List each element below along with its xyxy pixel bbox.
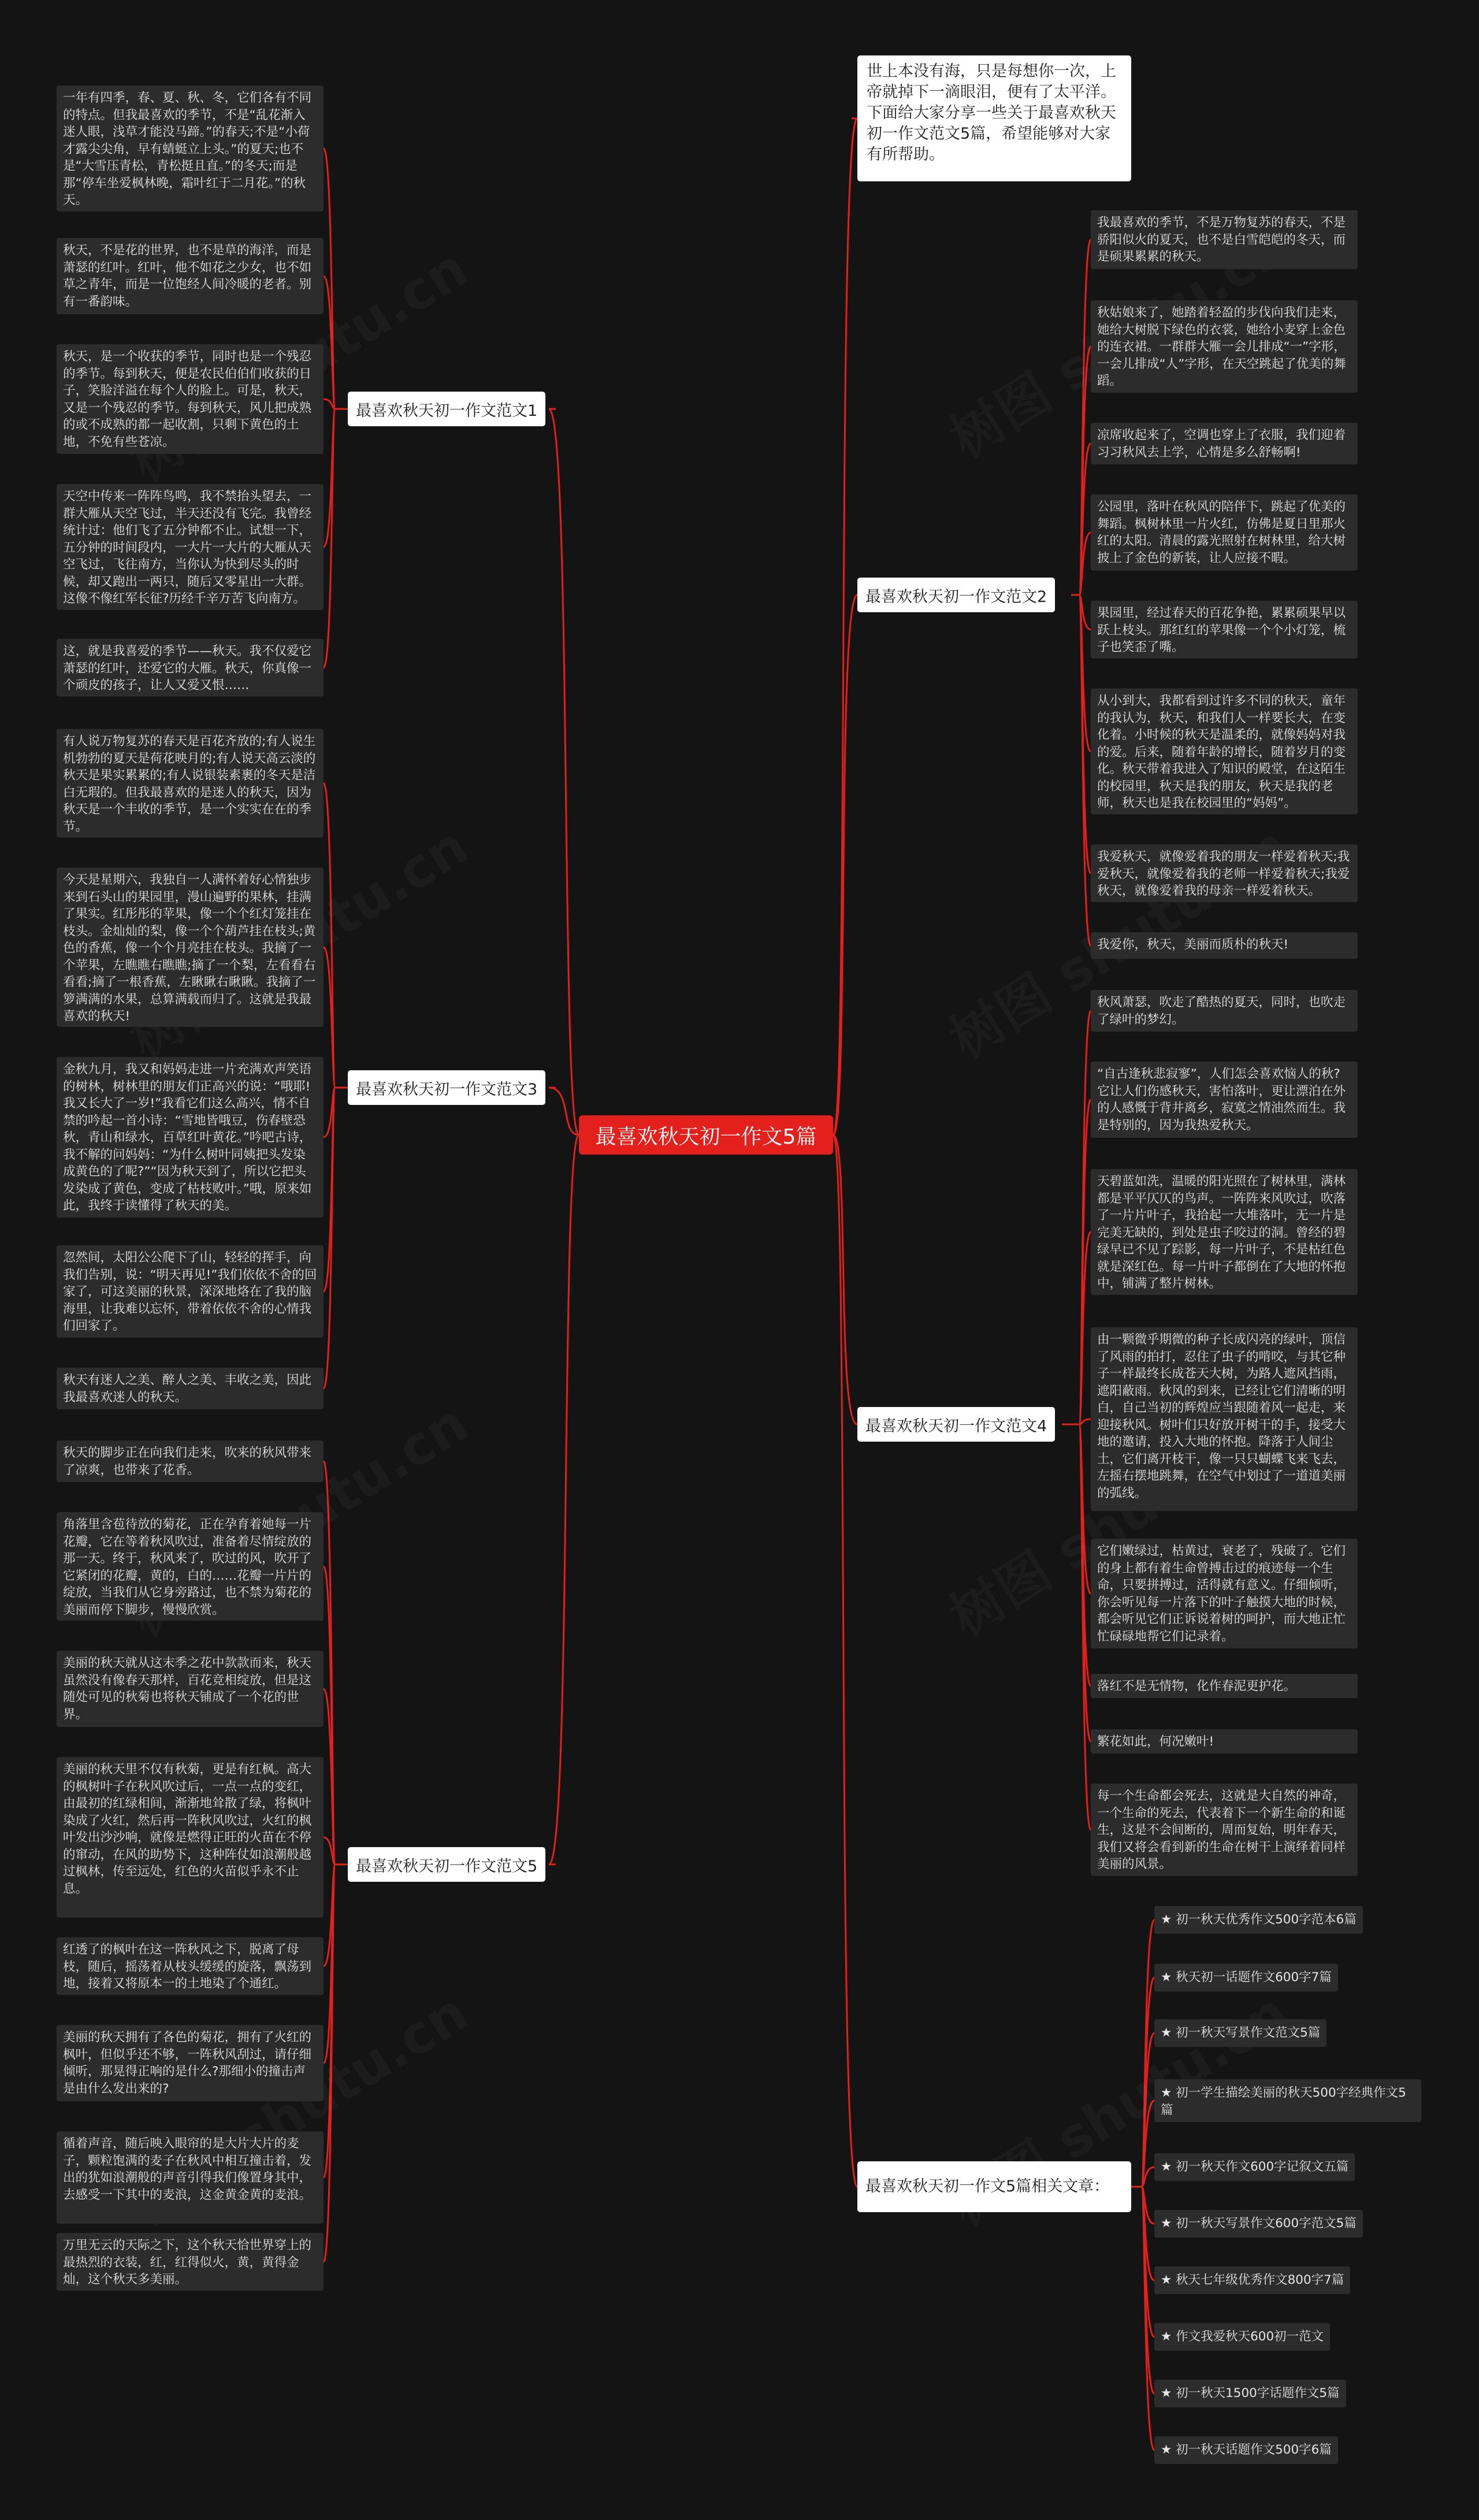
essay3-paragraph[interactable]: 秋天有迷人之美、醉人之美、丰收之美，因此我最喜欢迷人的秋天。 — [57, 1368, 324, 1409]
essay4-paragraph[interactable]: 每一个生命都会死去，这就是大自然的神奇，一个生命的死去，代表着下一个新生命的和诞生，这是不会间断的，周而复始，明年春天，我们又将会看到新的生命在树干上演绎着同样美丽的风景。 — [1091, 1784, 1358, 1876]
related-article-link[interactable]: ★ 初一秋天写景作文范文5篇 — [1154, 2019, 1326, 2047]
essay5-paragraph[interactable]: 美丽的秋天拥有了各色的菊花，拥有了火红的枫叶，但似乎还不够，一阵秋风刮过，请仔细倾听，那晃得正响的是什么?那细小的撞击声是由什么发出来的? — [57, 2025, 324, 2101]
related-article-link[interactable]: ★ 初一学生描绘美丽的秋天500字经典作文5篇 — [1154, 2079, 1421, 2122]
essay1-paragraph[interactable]: 天空中传来一阵阵鸟鸣，我不禁抬头望去，一群大雁从天空飞过，半天还没有飞完。我曾经统计过：他们飞了五分钟都不止。试想一下，五分钟的时间段内，一大片一大片的大雁从天空飞过，飞往南方，当你认为快到尽头的时候，却又跑出一两只，随后又零星出一大群。这像不像红军长征?历经千辛万苦飞向南方。 — [57, 484, 324, 610]
essay5-paragraph[interactable]: 美丽的秋天里不仅有秋菊，更是有红枫。高大的枫树叶子在秋风吹过后，一点一点的变红，由最初的红绿相间，渐渐地耸散了绿，将枫叶染成了火红，然后再一阵秋风吹过，火红的枫叶发出沙沙响，就像是燃得正旺的火苗在不停的窜动，在风的助势下，这种阵仗如浪潮般越过枫林，传至远处，红色的火苗似乎永不止息。 — [57, 1757, 324, 1918]
related-article-link[interactable]: ★ 初一秋天话题作文500字6篇 — [1154, 2436, 1338, 2464]
connector-line — [1142, 2187, 1154, 2450]
essay5-paragraph[interactable]: 红透了的枫叶在这一阵秋风之下，脱离了母枝，随后，摇荡着从枝头缓缓的旋落，飘荡到地，接着又将原本一的土地染了个通红。 — [57, 1937, 324, 1995]
connector-line — [833, 595, 857, 1135]
related-article-link[interactable]: ★ 初一秋天优秀作文500字范本6篇 — [1154, 1906, 1363, 1934]
essay4-paragraph[interactable]: 繁花如此，何况嫩叶! — [1091, 1729, 1358, 1754]
essay1-paragraph[interactable]: 秋天，不是花的世界，也不是草的海洋，而是萧瑟的红叶。红叶，他不如花之少女，也不如草之青年，而是一位饱经人间冷暖的老者。别有一番韵味。 — [57, 238, 324, 314]
essay2-paragraph[interactable]: 我爱秋天，就像爱着我的朋友一样爱着秋天;我爱秋天，就像爱着我的老师一样爱着秋天;我爱秋天，就像爱着我的母亲一样爱着秋天。 — [1091, 844, 1358, 902]
essay5-paragraph[interactable]: 角落里含苞待放的菊花，正在孕育着她每一片花瓣，它在等着秋风吹过，准备着尽情绽放的那一天。终于，秋风来了，吹过的风，吹开了它紧闭的花瓣，黄的，白的……花瓣一片片的绽放，当我们从它身旁路过，也不禁为菊花的美丽而停下脚步，慢慢欣赏。 — [57, 1512, 324, 1621]
essay4-paragraph[interactable]: “自古逢秋悲寂寥”，人们怎会喜欢恼人的秋?它让人们伤感秋天，害怕落叶，更让漂泊在外的人感慨于背井离乡，寂寞之情油然而生。我是特别的，因为我热爱秋天。 — [1091, 1062, 1358, 1138]
related-article-link[interactable]: ★ 作文我爱秋天600初一范文 — [1154, 2323, 1330, 2351]
essay5-paragraph[interactable]: 万里无云的天际之下，这个秋天恰世界穿上的最热烈的衣装，红，红得似火，黄，黄得金灿，这个秋天多美丽。 — [57, 2233, 324, 2291]
related-article-link[interactable]: ★ 秋天七年级优秀作文800字7篇 — [1154, 2266, 1350, 2294]
branch-related-articles[interactable]: 最喜欢秋天初一作文5篇相关文章： — [857, 2161, 1131, 2212]
branch-essay-5[interactable]: 最喜欢秋天初一作文范文5 — [348, 1847, 545, 1882]
related-article-link[interactable]: ★ 初一秋天1500字话题作文5篇 — [1154, 2380, 1346, 2407]
essay4-paragraph[interactable]: 落红不是无情物，化作春泥更护花。 — [1091, 1674, 1358, 1698]
essay5-paragraph[interactable]: 循着声音，随后映入眼帘的是大片大片的麦子，颗粒饱满的麦子在秋风中相互撞击着，发出的犹如浪潮般的声音引得我们像置身其中，去感受一下其中的麦浪，这金黄金黄的麦浪。 — [57, 2131, 324, 2224]
connector-line — [833, 1135, 857, 2187]
branch-essay-2[interactable]: 最喜欢秋天初一作文范文2 — [857, 578, 1055, 612]
essay4-paragraph[interactable]: 天碧蓝如洗，温暖的阳光照在了树林里，满林都是平平仄仄的鸟声。一阵阵来风吹过，吹落了一片片叶子，我拾起一大堆落叶，无一片是完美无缺的，到处是虫子咬过的洞。曾经的碧绿早已不见了踪影，每一片叶子，不是枯红色就是深红色。每一片叶子都倒在了大地的怀抱中，铺满了整片树林。 — [1091, 1169, 1358, 1295]
essay1-paragraph[interactable]: 这，就是我喜爱的季节——秋天。我不仅爱它萧瑟的红叶，还爱它的大雁。秋天，你真像一个顽皮的孩子，让人又爱又恨…… — [57, 639, 324, 697]
connector-line — [324, 1864, 335, 2262]
intro-node[interactable]: 世上本没有海，只是每想你一次，上帝就掉下一滴眼泪，便有了太平洋。下面给大家分享一些关于最喜欢秋天初一作文范文5篇，希望能够对大家有所帮助。 — [857, 55, 1131, 181]
essay3-paragraph[interactable]: 今天是星期六，我独自一人满怀着好心情独步来到石头山的果园里，漫山遍野的果林，挂满了果实。红彤彤的苹果，像一个个红灯笼挂在枝头。金灿灿的梨，像一个个葫芦挂在枝头;黄色的香蕉，像一个个月亮挂在枝头。我摘了一个苹果，左瞧瞧右瞧瞧;摘了一个梨，左看看右看看;摘了一根香蕉，左瞅瞅右瞅瞅。我摘了一箩满满的水果，总算满载而归了。这就是我最喜欢的秋天! — [57, 868, 324, 1027]
connector-line — [833, 1135, 857, 1424]
essay2-paragraph[interactable]: 凉席收起来了，空调也穿上了衣服，我们迎着习习秋风去上学，心情是多么舒畅啊! — [1091, 423, 1358, 464]
connector-line — [1079, 1419, 1091, 1424]
connector-line — [549, 409, 579, 1135]
branch-essay-4[interactable]: 最喜欢秋天初一作文范文4 — [857, 1407, 1055, 1442]
essay2-paragraph[interactable]: 秋姑娘来了，她踏着轻盈的步伐向我们走来，她给大树脱下绿色的衣裳，她给小麦穿上金色的连衣裙。一群群大雁一会儿排成“一”字形，一会儿排成“人”字形，在天空跳起了优美的舞蹈。 — [1091, 300, 1358, 393]
essay5-paragraph[interactable]: 秋天的脚步正在向我们走来，吹来的秋风带来了凉爽，也带来了花香。 — [57, 1440, 324, 1482]
central-topic[interactable]: 最喜欢秋天初一作文5篇 — [579, 1115, 833, 1155]
related-article-link[interactable]: ★ 初一秋天写景作文600字范文5篇 — [1154, 2210, 1363, 2238]
essay2-paragraph[interactable]: 果园里，经过春天的百花争艳，累累硕果早以跃上枝头。那红红的苹果像一个个小灯笼，梳子也笑歪了嘴。 — [1091, 601, 1358, 658]
essay3-paragraph[interactable]: 忽然间，太阳公公爬下了山，轻轻的挥手，向我们告别，说：“明天再见!”我们依依不舍的回家了，可这美丽的秋景，深深地烙在了我的脑海里，让我难以忘怀，带着依依不舍的心情我们回家了。 — [57, 1245, 324, 1338]
essay2-paragraph[interactable]: 我最喜欢的季节，不是万物复苏的春天，不是骄阳似火的夏天，也不是白雪皑皑的冬天，而是硕果累累的秋天。 — [1091, 210, 1358, 269]
essay3-paragraph[interactable]: 有人说万物复苏的春天是百花齐放的;有人说生机勃勃的夏天是荷花映月的;有人说天高云淡的秋天是果实累累的;有人说银装素裹的冬天是洁白无瑕的。但我最喜欢的是迷人的秋天，因为秋天是一个丰收的季节，是一个实实在在的季节。 — [57, 729, 324, 837]
related-article-link[interactable]: ★ 初一秋天作文600字记叙文五篇 — [1154, 2153, 1355, 2181]
connector-line — [549, 1135, 579, 1864]
essay4-paragraph[interactable]: 秋风萧瑟，吹走了酷热的夏天，同时，也吹走了绿叶的梦幻。 — [1091, 990, 1358, 1032]
branch-essay-3[interactable]: 最喜欢秋天初一作文范文3 — [348, 1070, 545, 1105]
connector-line — [324, 783, 335, 1088]
essay1-paragraph[interactable]: 一年有四季，春、夏、秋、冬，它们各有不同的特点。但我最喜欢的季节，不是“乱花渐入迷人眼，浅草才能没马蹄。”的春天;不是“小荷才露尖尖角，早有蜻蜓立上头。”的夏天;也不是“大雪压青松，青松挺且直。”的冬天;而是那“停车坐爱枫林晚，霜叶红于二月花。”的秋天。 — [57, 85, 324, 211]
related-article-link[interactable]: ★ 秋天初一话题作文600字7篇 — [1154, 1964, 1338, 1992]
essay4-paragraph[interactable]: 由一颗微乎期微的种子长成闪亮的绿叶，顶信了风雨的拍打，忍住了虫子的啃咬，与其它种子一样最终长成苍天大树，为路人遮风挡雨，遮阳蔽雨。秋风的到来，已经让它们清晰的明白，自己当初的辉煌应当跟随着风一起走，来迎接秋风。树叶们只好放开树干的手，接受大地的邀请，投入大地的怀抱。降落于人间尘土，它们离开枝干，像一只只蝴蝶飞来飞去，左摇右摆地跳舞，在空气中划过了一道道美丽的弧线。 — [1091, 1327, 1358, 1511]
essay1-paragraph[interactable]: 秋天，是一个收获的季节，同时也是一个残忍的季节。每到秋天，便是农民伯伯们收获的日子，笑脸洋溢在每个人的脸上。可是，秋天，又是一个残忍的季节。每到秋天，风儿把成熟的或不成熟的都一起收割，只剩下黄色的土地，不免有些苍凉。 — [57, 344, 324, 454]
essay3-paragraph[interactable]: 金秋九月，我又和妈妈走进一片充满欢声笑语的树林，树林里的朋友们正高兴的说：“哦耶!我又长大了一岁!”我看它们这么高兴，情不自禁的吟起一首小诗：“雪地皆哦豆，伤春壁恐秋，青山和绿水，百草红叶黄花。”吟吧古诗，我不解的问妈妈：“为什么树叶同姨把头发染成黄色的了呢?”“因为秋天到了，所以它把头发染成了黄色，变成了枯枝败叶。”哦，原来如此，我终于读懂得了秋天的美。 — [57, 1057, 324, 1218]
connector-line — [324, 409, 335, 668]
essay4-paragraph[interactable]: 它们嫩绿过，枯黄过，衰老了，残破了。它们的身上都有着生命曾搏击过的痕迹每一个生命，只要拼搏过，活得就有意义。仔细倾听，你会听见每一片落下的叶子触摸大地的时候，都会听见它们正诉说着树的呵护，而大地正忙忙碌碌地帮它们记录着。 — [1091, 1539, 1358, 1648]
connector-line — [1079, 595, 1091, 946]
connector-line — [833, 118, 857, 1135]
essay2-paragraph[interactable]: 从小到大，我都看到过许多不同的秋天，童年的我认为，秋天，和我们人一样要长大，在变化着。小时候的秋天是温柔的，就像妈妈对我的爱。后来，随着年龄的增长，随着岁月的变化。秋天带着我进入了知识的殿堂，在这陌生的校园里，秋天是我的朋友，秋天是我的老师，秋天也是我在校园里的“妈妈”。 — [1091, 688, 1358, 814]
essay2-paragraph[interactable]: 我爱你，秋天，美丽而质朴的秋天! — [1091, 932, 1358, 959]
essay2-paragraph[interactable]: 公园里，落叶在秋风的陪伴下，跳起了优美的舞蹈。枫树林里一片火红，仿佛是夏日里那火红的太阳。清晨的露光照射在树林里，给大树披上了金色的新装，让人应接不暇。 — [1091, 494, 1358, 571]
essay5-paragraph[interactable]: 美丽的秋天就从这末季之花中款款而来，秋天虽然没有像春天那样，百花竞相绽放，但是这随处可见的秋菊也将秋天铺成了一个花的世界。 — [57, 1651, 324, 1727]
branch-essay-1[interactable]: 最喜欢秋天初一作文范文1 — [348, 392, 545, 426]
